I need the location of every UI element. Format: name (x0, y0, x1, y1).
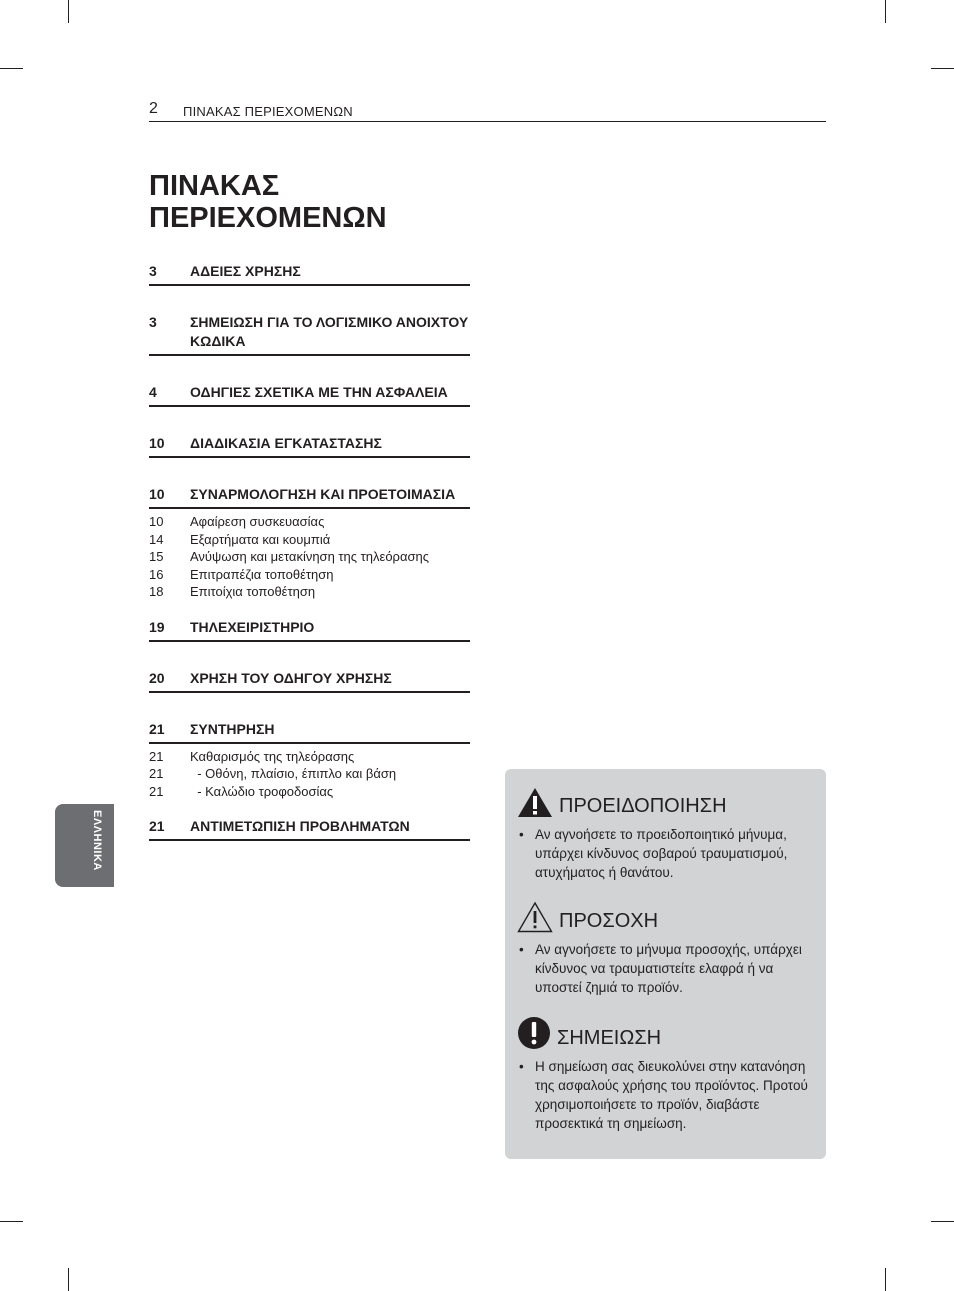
warning-text: Αν αγνοήσετε το προειδοποιητικό μήνυμα, υπάρχει κίνδυνος σοβαρού τραυματισμού, ατυχήματος ή θανάτου. (535, 827, 788, 880)
note-exclamation-circle-icon (517, 1016, 551, 1050)
toc-subsection-label: - Οθόνη, πλαίσιο, έπιπλο και βάση (190, 766, 397, 781)
toc-section-label: ΣΥΝΤΗΡΗΣΗ (190, 720, 275, 737)
toc-page-number: 10 (149, 486, 165, 502)
caution-text: Αν αγνοήσετε το μήνυμα προσοχής, υπάρχει κίνδυνος να τραυματιστείτε ελαφρά ή να υποστεί ζημιά το προϊόν. (535, 942, 802, 995)
toc-subsection-label: Επιτοίχια τοποθέτηση (190, 584, 316, 599)
toc-section-label: ΤΗΛΕΧΕΙΡΙΣΤΗΡΙΟ (190, 618, 315, 635)
toc-subsection[interactable] (149, 748, 470, 766)
toc-subsection[interactable] (149, 548, 470, 566)
crop-mark (931, 1221, 954, 1222)
language-tab: ΕΛΛΗΝΙΚΑ (55, 804, 114, 887)
toc-section-heading[interactable] (149, 618, 470, 642)
toc-subsection-label: Αφαίρεση συσκευασίας (190, 514, 325, 529)
warning-block: ΠΡΟΕΙΔΟΠΟΙΗΣΗ • Αν αγνοήσετε το προειδοποιητικό μήνυμα, υπάρχει κίνδυνος σοβαρού τραυματισμού, ατυχήματος ή θανάτου. (517, 787, 817, 882)
crop-mark (0, 68, 23, 69)
toc-page-number: 21 (149, 783, 164, 799)
toc-section-label: ΑΝΤΙΜΕΤΩΠΙΣΗ ΠΡΟΒΛΗΜΑΤΩΝ (190, 818, 410, 834)
toc-page-number: 15 (149, 549, 164, 564)
toc-subsection[interactable] (149, 531, 470, 549)
toc-page-number: 4 (149, 384, 157, 400)
toc-section-heading[interactable] (149, 720, 470, 744)
toc-section-heading[interactable] (149, 669, 470, 693)
toc-page-number: 21 (149, 766, 164, 781)
toc-page-number: 20 (149, 669, 165, 686)
toc-subsection[interactable] (149, 566, 470, 584)
toc-section-heading[interactable] (149, 262, 470, 286)
warning-filled-triangle-icon (517, 787, 553, 818)
toc-section-heading[interactable] (149, 817, 470, 841)
note-text: Η σημείωση σας διευκολύνει στην κατανόηση της ασφαλούς χρήσης του προϊόντος. Προτού χρησιμοποιήσετε το προϊόν, διαβάστε προσεκτικά τη σημείωση. (535, 1059, 808, 1131)
toc-page-number: 3 (149, 263, 157, 279)
toc-entry (149, 434, 470, 458)
toc-entry (149, 485, 470, 601)
caution-title: ΠΡΟΣΟΧΗ (559, 910, 659, 932)
caution-outline-triangle-icon (517, 901, 553, 933)
crop-mark (68, 1268, 69, 1291)
toc-subsection-label: Ανύψωση και μετακίνηση της τηλεόρασης (190, 549, 429, 564)
crop-mark (885, 0, 886, 23)
toc-page-number: 16 (149, 566, 164, 582)
toc-section-heading[interactable] (149, 383, 470, 407)
crop-mark (0, 1221, 23, 1222)
toc-page-number: 19 (149, 618, 165, 635)
toc-entry (149, 817, 470, 841)
toc-page-number: 18 (149, 584, 164, 599)
toc-entry (149, 720, 470, 801)
toc-entry (149, 618, 470, 642)
toc-entry (149, 313, 470, 356)
running-title: ΠΙΝΑΚΑΣ ΠΕΡΙΕΧΟΜΕΝΩΝ (183, 104, 353, 119)
notice-box (505, 769, 826, 1159)
toc-section-label: ΑΔΕΙΕΣ ΧΡΗΣΗΣ (190, 263, 301, 279)
crop-mark (68, 0, 69, 23)
note-block: ΣΗΜΕΙΩΣΗ • Η σημείωση σας διευκολύνει στην κατανόηση της ασφαλούς χρήσης του προϊόντος. Προτού χρησιμοποιήσετε το προϊόν, διαβάστε προσεκτικά τη σημείωση. (517, 1016, 817, 1133)
toc-subsection-list (149, 509, 470, 601)
toc-section-label: ΣΗΜΕΙΩΣΗ ΓΙΑ ΤΟ ΛΟΓΙΣΜΙΚΟ ΑΝΟΙΧΤΟΥ ΚΩΔΙΚΑ (190, 314, 469, 349)
toc-subsection[interactable] (149, 765, 470, 783)
toc-entry (149, 262, 470, 286)
toc-section-heading[interactable] (149, 313, 470, 356)
toc-section-heading[interactable] (149, 485, 470, 509)
toc-section-heading[interactable] (149, 434, 470, 458)
table-of-contents (149, 262, 470, 841)
page-title: ΠΙΝΑΚΑΣ ΠΕΡΙΕΧΟΜΕΝΩΝ (149, 170, 387, 234)
toc-subsection[interactable] (149, 583, 470, 601)
toc-subsection[interactable] (149, 783, 470, 801)
toc-entry (149, 669, 470, 693)
toc-page-number: 14 (149, 531, 164, 547)
toc-section-label: ΣΥΝΑΡΜΟΛΟΓΗΣΗ ΚΑΙ ΠΡΟΕΤΟΙΜΑΣΙΑ (190, 486, 456, 502)
toc-subsection-label: Επιτραπέζια τοποθέτηση (190, 566, 334, 582)
toc-subsection-label: - Καλώδιο τροφοδοσίας (190, 783, 334, 799)
toc-section-label: ΔΙΑΔΙΚΑΣΙΑ ΕΓΚΑΤΑΣΤΑΣΗΣ (190, 435, 382, 451)
toc-page-number: 21 (149, 720, 165, 737)
page-number: 2 (149, 100, 158, 117)
toc-page-number: 3 (149, 314, 157, 330)
toc-entry (149, 383, 470, 407)
toc-section-label: ΟΔΗΓΙΕΣ ΣΧΕΤΙΚΑ ΜΕ ΤΗΝ ΑΣΦΑΛΕΙΑ (190, 384, 448, 400)
toc-page-number: 21 (149, 748, 164, 764)
crop-mark (885, 1268, 886, 1291)
toc-page-number: 10 (149, 514, 164, 529)
page-header (149, 100, 826, 122)
toc-page-number: 10 (149, 435, 165, 451)
toc-page-number: 21 (149, 818, 165, 834)
note-title: ΣΗΜΕΙΩΣΗ (557, 1027, 662, 1049)
toc-subsection-label: Εξαρτήματα και κουμπιά (190, 531, 331, 547)
toc-section-label: ΧΡΗΣΗ ΤΟΥ ΟΔΗΓΟΥ ΧΡΗΣΗΣ (190, 669, 392, 686)
crop-mark (931, 68, 954, 69)
toc-subsection-list (149, 744, 470, 801)
warning-title: ΠΡΟΕΙΔΟΠΟΙΗΣΗ (559, 795, 727, 817)
caution-block: ΠΡΟΣΟΧΗ • Αν αγνοήσετε το μήνυμα προσοχής, υπάρχει κίνδυνος να τραυματιστείτε ελαφρά ή να υποστεί ζημιά το προϊόν. (517, 901, 817, 997)
toc-subsection-label: Καθαρισμός της τηλεόρασης (190, 748, 355, 764)
toc-subsection[interactable] (149, 513, 470, 531)
